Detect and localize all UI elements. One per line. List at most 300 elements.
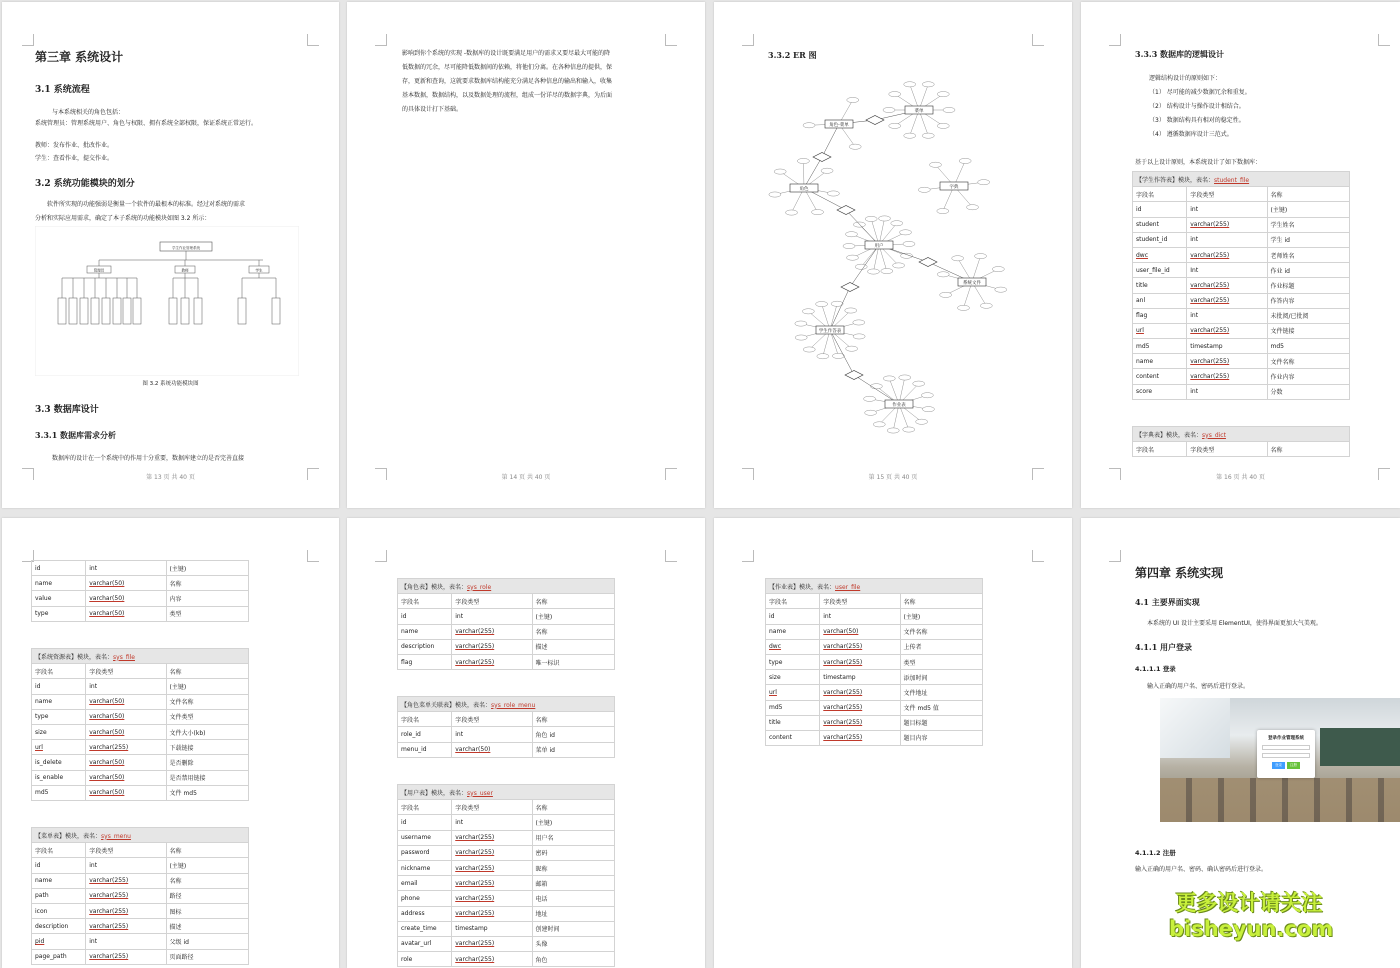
- table-header-cell: 字段类型: [452, 800, 532, 815]
- field-desc-cell: 父级 id: [166, 934, 248, 949]
- field-name-cell: name: [32, 694, 86, 709]
- field-type-cell: varchar(255): [86, 888, 166, 903]
- table-row: [32, 740, 249, 755]
- paragraph: 本系统的 UI 设计主要采用 ElementUI，使得界面更加大气美观。: [1147, 620, 1322, 627]
- er-relation-link: [830, 330, 854, 375]
- page-footer: 第 13 页 共 40 页: [146, 474, 195, 481]
- table-row: [32, 858, 249, 873]
- field-name-cell: flag: [1133, 308, 1187, 323]
- field-type-cell: varchar(255): [820, 639, 900, 654]
- field-desc-cell: 上传者: [900, 639, 982, 654]
- er-attribute: [903, 427, 915, 432]
- field-name-cell: user_file_id: [1133, 263, 1187, 278]
- subsubsection-heading: 4.1.1.2 注册: [1135, 849, 1176, 857]
- er-attribute: [922, 407, 934, 412]
- er-attribute: [849, 144, 861, 149]
- figure-module-label: 学生: [255, 268, 263, 273]
- table-header-cell: 名称: [166, 843, 248, 858]
- field-desc-cell: 文件名称: [900, 624, 982, 639]
- db-table-sys-role: [397, 578, 615, 670]
- paragraph: 数据库的设计在一个系统中的作用十分重要，数据库建立的是否完善直接: [52, 455, 245, 462]
- field-name-cell: type: [32, 709, 86, 724]
- er-entity-label: 角色: [799, 187, 809, 192]
- table-row: [32, 709, 249, 724]
- table-header-row: [1133, 187, 1350, 202]
- classroom-desks: [1160, 778, 1400, 822]
- table-row: [398, 936, 615, 951]
- table-header-cell: 字段名: [398, 712, 452, 727]
- field-desc-cell: 学生 id: [1267, 232, 1349, 247]
- field-name-cell: avatar_url: [398, 936, 452, 951]
- field-name-cell: is_enable: [32, 770, 86, 785]
- field-type-cell: varchar(50): [86, 770, 166, 785]
- field-type-cell: int: [1187, 232, 1267, 247]
- table-row: [32, 873, 249, 888]
- er-attribute: [867, 269, 879, 274]
- field-name-cell: username: [398, 830, 452, 845]
- field-type-cell: varchar(50): [452, 742, 532, 757]
- section-heading: 3.3.3 数据库的逻辑设计: [1135, 49, 1225, 59]
- field-type-cell: Int: [1187, 263, 1267, 278]
- field-name-cell: title: [766, 715, 820, 730]
- er-attribute: [937, 123, 949, 128]
- login-username-input[interactable]: [1262, 745, 1310, 750]
- field-desc-cell: 文件名称: [166, 694, 248, 709]
- field-type-cell: varchar(255): [1187, 293, 1267, 308]
- table-row: [1133, 323, 1350, 338]
- field-name-cell: is_delete: [32, 755, 86, 770]
- table-header-cell: 字段名: [398, 800, 452, 815]
- table-header-cell: 字段名: [766, 594, 820, 609]
- table-caption: 【字典表】模块，表名：sys_dict: [1133, 427, 1350, 442]
- field-name-cell: pid: [32, 934, 86, 949]
- table-header-row: [398, 712, 615, 727]
- section-heading: 3.3 数据库设计: [35, 405, 99, 415]
- er-attribute: [803, 123, 815, 128]
- field-desc-cell: 文件链接: [1267, 323, 1349, 338]
- field-name-cell: id: [32, 858, 86, 873]
- field-desc-cell: 唯一标识: [532, 654, 614, 669]
- er-attribute: [921, 393, 933, 398]
- field-desc-cell: 是否禁用链接: [166, 770, 248, 785]
- field-type-cell: varchar(255): [86, 740, 166, 755]
- field-desc-cell: 昵称: [532, 860, 614, 875]
- er-attribute: [786, 210, 798, 215]
- field-type-cell: int: [1187, 384, 1267, 399]
- field-name-cell: id: [32, 679, 86, 694]
- page-corner-mark: [1109, 34, 1121, 46]
- field-name-cell: id: [1133, 202, 1187, 217]
- field-name-cell: student: [1133, 217, 1187, 232]
- table-row: [1133, 232, 1350, 247]
- field-desc-cell: 页面路径: [166, 949, 248, 964]
- table-caption: 【用户表】模块，表名：sys_user: [398, 785, 615, 800]
- field-desc-cell: 图标: [166, 903, 248, 918]
- paragraph: 系统管理员：管理系统用户、角色与权限、拥有系统全部权限，保证系统正常运行。: [35, 120, 258, 127]
- table-name: sys_menu: [101, 832, 131, 840]
- er-attribute: [853, 334, 865, 339]
- field-type-cell: varchar(255): [820, 700, 900, 715]
- db-table-sys-dict-cont: [31, 560, 249, 622]
- field-type-cell: int: [452, 609, 532, 624]
- paragraph: 输入正确的用户名、密码、确认密码后进行登录。: [1135, 866, 1268, 873]
- er-attribute: [904, 82, 916, 87]
- field-name-cell: content: [1133, 369, 1187, 384]
- table-header-row: [766, 594, 983, 609]
- rule-item: （1） 尽可能的减少数据冗余和重复。: [1149, 89, 1251, 96]
- table-row: [398, 639, 615, 654]
- field-name-cell: path: [32, 888, 86, 903]
- document-page-15: [714, 2, 1072, 508]
- field-name-cell: score: [1133, 384, 1187, 399]
- paragraph: 教师：发布作业、批改作业。: [35, 142, 114, 149]
- db-table-sys-file: [31, 648, 249, 801]
- table-row: [766, 670, 983, 685]
- table-row: [398, 845, 615, 860]
- er-attribute: [937, 272, 949, 277]
- field-type-cell: varchar(255): [452, 624, 532, 639]
- classroom-window: [1160, 698, 1230, 758]
- table-row: [32, 919, 249, 934]
- er-diagram: [754, 62, 1054, 452]
- table-row: [1133, 278, 1350, 293]
- paragraph: 分析和实际应用需求，确定了本子系统的功能模块如图 3.2 所示：: [35, 215, 211, 222]
- field-desc-cell: 文件名称: [1267, 354, 1349, 369]
- er-attribute: [916, 419, 928, 424]
- table-row: [1133, 354, 1350, 369]
- field-type-cell: varchar(50): [86, 606, 166, 621]
- field-name-cell: size: [766, 670, 820, 685]
- field-type-cell: varchar(50): [86, 591, 166, 606]
- er-attribute: [940, 292, 952, 297]
- table-caption: 【菜单表】模块，表名：sys_menu: [32, 828, 249, 843]
- table-caption: 【学生作答表】模块，表名：student_file: [1133, 172, 1350, 187]
- page-corner-mark: [742, 550, 754, 562]
- page-corner-mark: [375, 34, 387, 46]
- field-desc-cell: 创建时间: [532, 921, 614, 936]
- field-desc-cell: (主键): [166, 858, 248, 873]
- table-row: [1133, 384, 1350, 399]
- table-caption-row: [766, 579, 983, 594]
- section-heading: 4.1 主要界面实现: [1135, 597, 1200, 607]
- field-desc-cell: 菜单 id: [532, 742, 614, 757]
- field-name-cell: description: [32, 919, 86, 934]
- er-attribute: [929, 162, 941, 167]
- field-type-cell: varchar(255): [452, 936, 532, 951]
- field-name-cell: md5: [1133, 339, 1187, 354]
- field-name-cell: nickname: [398, 860, 452, 875]
- db-table-sys-dict: [1132, 426, 1350, 457]
- paragraph: 输入正确的用户名、密码后进行登录。: [1147, 683, 1250, 690]
- field-desc-cell: 名称: [166, 873, 248, 888]
- table-row: [398, 624, 615, 639]
- page-corner-mark: [375, 550, 387, 562]
- field-desc-cell: 作业内容: [1267, 369, 1349, 384]
- field-name-cell: name: [32, 873, 86, 888]
- er-attribute: [967, 205, 979, 210]
- er-attribute: [959, 158, 971, 163]
- er-attribute: [904, 133, 916, 138]
- watermark: [1169, 890, 1334, 942]
- field-type-cell: int: [86, 934, 166, 949]
- er-attribute: [797, 158, 809, 163]
- er-attribute: [873, 422, 885, 427]
- field-desc-cell: 描述: [166, 919, 248, 934]
- er-attribute: [943, 107, 955, 112]
- document-page-14: [347, 2, 705, 508]
- er-attribute: [881, 268, 893, 273]
- field-desc-cell: 文件大小(kb): [166, 724, 248, 739]
- er-attribute: [865, 410, 877, 415]
- table-header-row: [398, 594, 615, 609]
- login-dialog: [1257, 730, 1315, 778]
- field-desc-cell: 分数: [1267, 384, 1349, 399]
- field-name-cell: role: [398, 952, 452, 967]
- table-row: [398, 860, 615, 875]
- classroom-board: [1320, 728, 1400, 766]
- table-row: [398, 906, 615, 921]
- field-desc-cell: 头像: [532, 936, 614, 951]
- rule-item: （3） 数据结构具有相对的稳定性。: [1149, 117, 1245, 124]
- subsection-heading: 4.1.1 用户登录: [1135, 642, 1193, 652]
- er-attribute: [937, 208, 949, 213]
- field-desc-cell: 文件地址: [900, 685, 982, 700]
- page-corner-mark: [1378, 34, 1390, 46]
- field-type-cell: int: [1187, 202, 1267, 217]
- field-desc-cell: 地址: [532, 906, 614, 921]
- table-row: [32, 888, 249, 903]
- figure-root-label: 学生作业管理系统: [172, 246, 200, 250]
- table-header-cell: 字段名: [398, 594, 452, 609]
- table-header-cell: 字段类型: [86, 843, 166, 858]
- page-corner-mark: [22, 34, 34, 46]
- er-attribute: [795, 321, 807, 326]
- er-attribute: [847, 255, 859, 260]
- field-type-cell: varchar(255): [1187, 217, 1267, 232]
- table-name: student_file: [1214, 176, 1250, 184]
- field-desc-cell: 下载链接: [166, 740, 248, 755]
- field-type-cell: int: [86, 679, 166, 694]
- field-desc-cell: 角色: [532, 952, 614, 967]
- page-footer: 第 15 页 共 40 页: [868, 474, 918, 481]
- field-name-cell: menu_id: [398, 742, 452, 757]
- er-attribute: [922, 82, 934, 87]
- field-type-cell: varchar(255): [1187, 247, 1267, 262]
- field-name-cell: url: [32, 740, 86, 755]
- table-caption-row: [398, 579, 615, 594]
- page-footer: 第 14 页 共 40 页: [501, 474, 551, 481]
- watermark-line2: bisheyun.com: [1169, 917, 1334, 941]
- table-row: [1133, 369, 1350, 384]
- field-desc-cell: 学生姓名: [1267, 217, 1349, 232]
- subsubsection-heading: 4.1.1.1 登录: [1135, 665, 1176, 673]
- table-name: sys_role: [467, 583, 492, 591]
- field-type-cell: varchar(255): [452, 876, 532, 891]
- field-desc-cell: 添加时间: [900, 670, 982, 685]
- table-header-row: [1133, 442, 1350, 457]
- table-header-cell: 字段类型: [1187, 442, 1267, 457]
- er-attribute: [899, 230, 911, 235]
- field-desc-cell: 描述: [532, 639, 614, 654]
- field-type-cell: varchar(255): [86, 949, 166, 964]
- er-attribute: [865, 216, 877, 221]
- function-module-figure: [35, 226, 299, 376]
- table-caption: 【角色表】模块，表名：sys_role: [398, 579, 615, 594]
- field-name-cell: create_time: [398, 921, 452, 936]
- login-dialog-title: 登录作业管理系统: [1268, 736, 1304, 741]
- field-type-cell: varchar(50): [86, 724, 166, 739]
- field-desc-cell: (主键): [166, 679, 248, 694]
- table-header-cell: 名称: [166, 664, 248, 679]
- field-type-cell: varchar(255): [452, 906, 532, 921]
- table-header-cell: 字段类型: [452, 712, 532, 727]
- watermark-line1: 更多设计请关注: [1175, 891, 1323, 915]
- er-attribute: [887, 428, 899, 433]
- field-desc-cell: 作业 id: [1267, 263, 1349, 278]
- er-attribute: [889, 92, 901, 97]
- er-attribute: [883, 107, 895, 112]
- field-desc-cell: md5: [1267, 339, 1349, 354]
- field-type-cell: varchar(255): [1187, 369, 1267, 384]
- page-corner-mark: [307, 34, 319, 46]
- db-table-sys-role-menu: [397, 696, 615, 758]
- er-relationship: [813, 153, 831, 162]
- er-attribute: [843, 243, 855, 248]
- table-name: user_file: [835, 583, 861, 591]
- er-attribute: [803, 347, 815, 352]
- er-entity-label: 作业表: [892, 403, 906, 408]
- table-header-cell: 名称: [532, 594, 614, 609]
- field-type-cell: varchar(255): [1187, 354, 1267, 369]
- field-name-cell: name: [32, 576, 86, 591]
- table-row: [32, 561, 249, 576]
- table-row: [32, 591, 249, 606]
- field-type-cell: varchar(255): [86, 919, 166, 934]
- table-caption: 【作业表】模块，表名：user_file: [766, 579, 983, 594]
- table-header-cell: 名称: [1267, 442, 1349, 457]
- table-row: [32, 576, 249, 591]
- table-row: [398, 952, 615, 967]
- er-attribute: [937, 92, 949, 97]
- table-header-cell: 字段名: [1133, 442, 1187, 457]
- field-name-cell: anl: [1133, 293, 1187, 308]
- paragraph-line: 存，更新和查询，这就要求数据库结构能充分满足各种信息的输出和输入，收集: [402, 78, 613, 85]
- table-row: [1133, 293, 1350, 308]
- er-attribute: [845, 232, 857, 237]
- paragraph: 学生：查看作业，提交作业。: [35, 155, 114, 162]
- table-header-cell: 字段名: [32, 843, 86, 858]
- table-row: [1133, 339, 1350, 354]
- page-corner-mark: [1032, 550, 1044, 562]
- field-type-cell: timestamp: [452, 921, 532, 936]
- table-name: sys_user: [467, 789, 493, 797]
- er-entity-label: 系统文件: [963, 281, 981, 286]
- field-name-cell: description: [398, 639, 452, 654]
- register-button[interactable]: 注册: [1287, 762, 1300, 769]
- field-name-cell: name: [398, 624, 452, 639]
- er-attribute: [957, 305, 969, 310]
- er-attribute: [889, 123, 901, 128]
- table-row: [32, 770, 249, 785]
- table-name: sys_file: [113, 653, 135, 661]
- field-name-cell: dwc: [1133, 247, 1187, 262]
- login-button[interactable]: 登录: [1272, 762, 1285, 769]
- paragraph-line: 基本数据，数据结构，以及数据处理的流程，组成一份详尽的数据字典，为后面: [402, 92, 613, 99]
- paragraph-line: 影响到你个系统的实现 -数据库的设计既要满足用户的需求又要尽最大可能的降: [402, 50, 611, 57]
- field-desc-cell: 未批阅/已批阅: [1267, 308, 1349, 323]
- table-caption-row: [398, 697, 615, 712]
- field-type-cell: varchar(255): [820, 685, 900, 700]
- field-desc-cell: (主键): [532, 815, 614, 830]
- chapter-title: 第三章 系统设计: [35, 50, 124, 64]
- er-attribute: [870, 384, 882, 389]
- field-name-cell: role_id: [398, 727, 452, 742]
- chapter-title: 第四章 系统实现: [1135, 566, 1224, 580]
- field-name-cell: content: [766, 730, 820, 745]
- er-relation-link: [822, 124, 839, 157]
- login-password-input[interactable]: [1262, 753, 1310, 758]
- er-attribute: [978, 180, 990, 185]
- er-relationship: [919, 258, 937, 267]
- er-entity-label: 角色-菜单: [829, 123, 849, 128]
- er-attribute: [918, 187, 930, 192]
- page-corner-mark: [742, 34, 754, 46]
- field-type-cell: varchar(255): [452, 860, 532, 875]
- field-type-cell: varchar(255): [820, 730, 900, 745]
- er-attribute: [975, 254, 987, 259]
- er-attribute: [845, 308, 857, 313]
- field-type-cell: timestamp: [820, 670, 900, 685]
- table-row: [32, 785, 249, 800]
- document-page-16: [1081, 2, 1400, 508]
- table-row: [398, 727, 615, 742]
- field-name-cell: size: [32, 724, 86, 739]
- field-desc-cell: 文件 md5: [166, 785, 248, 800]
- login-screenshot: [1160, 698, 1400, 822]
- table-row: [766, 639, 983, 654]
- er-attribute: [864, 396, 876, 401]
- field-name-cell: icon: [32, 903, 86, 918]
- er-attribute: [795, 335, 807, 340]
- rule-item: （4） 遵循数据库设计三范式。: [1149, 131, 1233, 138]
- field-type-cell: int: [820, 609, 900, 624]
- table-row: [766, 685, 983, 700]
- document-page-20: [1081, 518, 1400, 968]
- er-attribute: [816, 301, 828, 306]
- table-header-row: [398, 800, 615, 815]
- field-type-cell: varchar(50): [86, 576, 166, 591]
- table-header-row: [32, 664, 249, 679]
- field-type-cell: varchar(255): [820, 715, 900, 730]
- field-type-cell: varchar(50): [86, 709, 166, 724]
- field-name-cell: page_path: [32, 949, 86, 964]
- field-name-cell: type: [32, 606, 86, 621]
- table-row: [766, 624, 983, 639]
- table-header-cell: 字段类型: [820, 594, 900, 609]
- er-entity-label: 字典: [949, 185, 959, 190]
- table-header-cell: 字段类型: [86, 664, 166, 679]
- table-row: [766, 654, 983, 669]
- field-type-cell: varchar(50): [820, 624, 900, 639]
- field-type-cell: varchar(255): [1187, 278, 1267, 293]
- page-corner-mark: [1032, 34, 1044, 46]
- field-name-cell: md5: [32, 785, 86, 800]
- table-header-cell: 字段名: [1133, 187, 1187, 202]
- field-type-cell: timestamp: [1187, 339, 1267, 354]
- field-type-cell: varchar(255): [452, 845, 532, 860]
- field-type-cell: varchar(255): [86, 873, 166, 888]
- figure-module-label: 管理员: [93, 268, 105, 273]
